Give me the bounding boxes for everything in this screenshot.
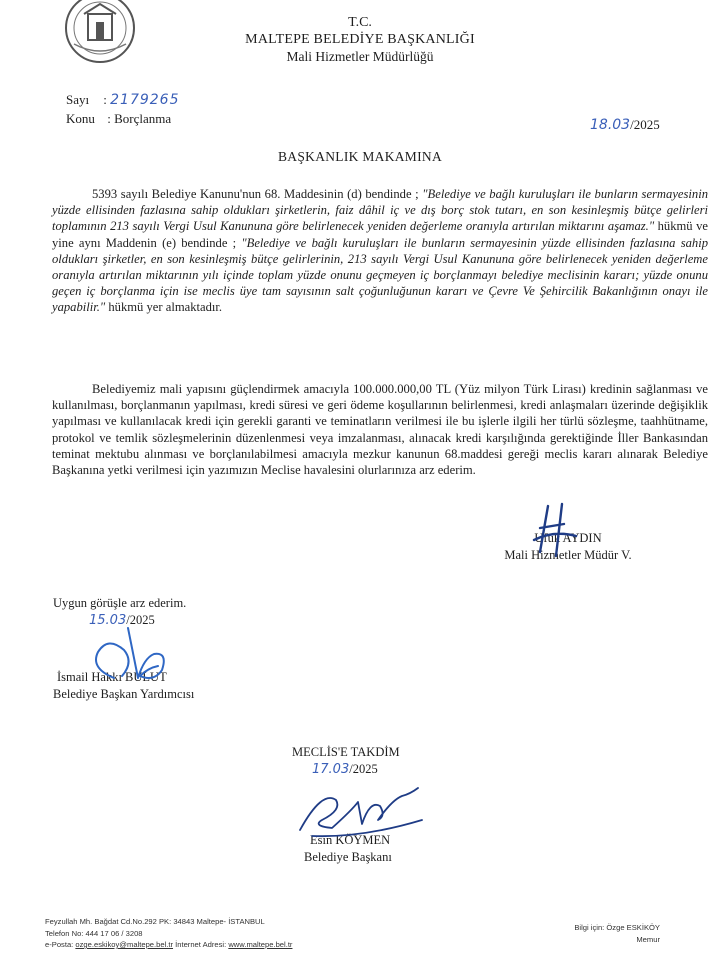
footer-info-role: Memur bbox=[636, 934, 660, 944]
sayi-row bbox=[66, 92, 179, 108]
footer-contact bbox=[45, 916, 292, 951]
footer-email-label: e-Posta: bbox=[45, 940, 76, 949]
footer-phone: Telefon No: 444 17 06 / 3208 bbox=[45, 928, 143, 938]
footer-web-line bbox=[45, 939, 292, 951]
signer3-date-year: /2025 bbox=[349, 762, 378, 776]
footer-email-link[interactable]: ozge.eskikoy@maltepe.bel.tr bbox=[75, 940, 174, 949]
footer-info bbox=[568, 922, 660, 945]
signer3-date-handwritten: 17.03 bbox=[312, 762, 350, 777]
signer3-intro: MECLİS'E TAKDİM bbox=[292, 745, 400, 759]
paragraph1-quote-e: "Belediye ve bağlı kuruluşları ile bunların sermayesinin yüzde ellisinden fazlasına sahip oldukları şirketler, en son kesinleşmiş bütçe gelirlerinin, 213 sayılı Vergi Usul Kanununa göre belirlenecek yeniden değerleme oranıyla artırılan miktarının yılı içinde toplam yüzde onunu geçmeyen iç borçlanmayı belediye meclisinin kararı; yüzde onunu geçen iç borçlanma için ise meclis üye tam sayısının salt çoğunluğunun kararı ve Çevre Ve Şehircilik Bakanlığının onayı ile yapabilir." bbox=[52, 235, 708, 315]
paragraph-request: Belediyemiz mali yapısını güçlendirmek amacıyla 100.000.000,00 TL (Yüz milyon Türk Lirası) kredinin sağlanması ve kullanılması, borçlanmanın yapılması, kredi süresi ve geri ödeme koşullarının belirlenmesi, kredi anlaşmaları üzerinde değişiklik yapılması ve kullanılacak kredi için gerekli garanti ve teminatların verilmesi ile bu işlerle ilgili her türlü sözleşme, taahhütname, protokol ve temlik sözleşmelerinin düzenlenmesi veya imzalanması, alınacak kredi karşılığında gerektiğinde İller Bankasından teminat mektubu alınması ve borçlanılabilmesi amacıyla mezkur kanunun 68.maddesi gereği meclis kararı alınarak Belediye Başkanına yetki verilmesi için yazımızın Meclise havalesini olurlarınıza arz ederim. bbox=[52, 382, 708, 478]
header-tc: T.C. bbox=[348, 15, 372, 30]
signer1-title: Mali Hizmetler Müdür V. bbox=[504, 548, 632, 562]
signer2-date-year: /2025 bbox=[126, 613, 155, 627]
signer2-name: İsmail Hakkı BULUT bbox=[57, 670, 167, 684]
paragraph-law-reference bbox=[52, 186, 708, 316]
signature-mayor bbox=[292, 780, 432, 844]
signer2-intro: Uygun görüşle arz ederim. bbox=[53, 596, 187, 610]
signer3-title: Belediye Başkanı bbox=[304, 850, 392, 864]
document-title: BAŞKANLIK MAKAMINA bbox=[277, 149, 443, 164]
signature-deputy bbox=[84, 618, 174, 690]
paragraph1-quote-d: "Belediye ve bağlı kuruluşları ile bunların sermayesinin yüzde ellisinden fazlasına sahip oldukları şirketlerin, faiz dâhil iç ve dış borç stok tutarı, en son kesinleşmiş bütçe gelirleri toplamının 213 sayılı Vergi Usul Kanununa göre belirlenecek yeniden değerleme oranıyla artırılan miktarını aşamaz." bbox=[52, 187, 708, 234]
document-date bbox=[590, 117, 660, 133]
header-department: Mali Hizmetler Müdürlüğü bbox=[286, 49, 434, 64]
paragraph1-end: hükmü yer almaktadır. bbox=[105, 300, 223, 315]
sayi-separator: : bbox=[103, 92, 107, 107]
paragraph1-mid: hükmü ve yine aynı Maddenin (e) bendinde ; bbox=[52, 219, 708, 250]
signer2-title: Belediye Başkan Yardımcısı bbox=[53, 687, 195, 701]
footer-web-link[interactable]: www.maltepe.bel.tr bbox=[228, 940, 293, 949]
sayi-value: 2179265 bbox=[110, 92, 180, 108]
header-municipality: MALTEPE BELEDİYE BAŞKANLIĞI bbox=[245, 32, 475, 47]
signer3-name: Esin KÖYMEN bbox=[310, 833, 391, 847]
signer2-date-handwritten: 15.03 bbox=[89, 613, 127, 628]
footer-web-label: İnternet Adresi: bbox=[173, 940, 229, 949]
konu-value: : Borçlanma bbox=[107, 111, 172, 126]
footer-address: Feyzullah Mh. Bağdat Cd.No.292 PK: 34843 Maltepe- İSTANBUL bbox=[45, 917, 265, 926]
signer3-date bbox=[312, 761, 400, 778]
municipality-logo bbox=[62, 0, 138, 66]
konu-label: Konu bbox=[66, 111, 95, 126]
signature-director bbox=[530, 500, 580, 560]
paragraph1-intro: 5393 sayılı Belediye Kanunu'nun 68. Maddesinin (d) bendinde ; bbox=[92, 187, 423, 201]
sayi-label: Sayı bbox=[66, 92, 90, 107]
konu-row bbox=[66, 111, 171, 127]
document-date-year: /2025 bbox=[630, 117, 660, 132]
footer-info-contact: Bilgi için: Özge ESKİKÖY bbox=[574, 923, 660, 932]
document-date-handwritten: 18.03 bbox=[590, 117, 631, 133]
signer1-name: Ufuk AYDIN bbox=[534, 531, 602, 545]
